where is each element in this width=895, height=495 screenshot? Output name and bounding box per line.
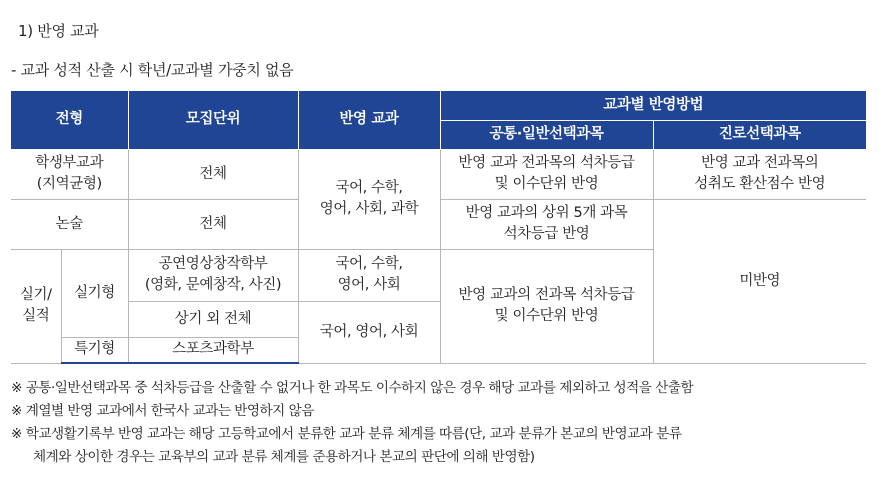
- cell-essay-type: 논술: [11, 199, 128, 249]
- header-unit: 모집단위: [128, 91, 298, 149]
- header-common: 공통·일반선택과목: [440, 120, 653, 149]
- header-career: 진로선택과목: [653, 120, 866, 149]
- cell-school-common: 반영 교과 전과목의 석차등급 및 이수단위 반영: [440, 149, 653, 199]
- header-type: 전형: [11, 91, 128, 149]
- cell-not-applied: 미반영: [653, 199, 866, 363]
- cell-school-unit: 전체: [128, 149, 298, 199]
- cell-essay-common: 반영 교과의 상위 5개 과목 석차등급 반영: [440, 199, 653, 249]
- section-title: 1) 반영 교과: [18, 22, 99, 40]
- cell-skill-subjects-1: 국어, 수학, 영어, 사회: [298, 249, 440, 301]
- cell-school-career: 반영 교과 전과목의 성취도 환산점수 반영: [653, 149, 866, 199]
- note-2: ※ 계열별 반영 교과에서 한국사 교과는 반영하지 않음: [11, 403, 314, 419]
- header-subjects: 반영 교과: [298, 91, 440, 149]
- cell-skill-unit-1: 공연영상창작학부 (영화, 문예창작, 사진): [128, 249, 298, 301]
- cell-school-type: 학생부교과 (지역균형): [11, 149, 128, 199]
- cell-practical-common: 반영 교과의 전과목 석차등급 및 이수단위 반영: [440, 249, 653, 363]
- cell-shared-subjects: 국어, 수학, 영어, 사회, 과학: [298, 149, 440, 249]
- cell-special-unit: 스포츠과학부: [128, 337, 298, 363]
- cell-essay-unit: 전체: [128, 199, 298, 249]
- subject-table: [11, 91, 866, 364]
- cell-skill-unit-2: 상기 외 전체: [128, 301, 298, 337]
- header-method: 교과별 반영방법: [440, 91, 866, 120]
- table-row-school: [11, 149, 866, 199]
- notes: [11, 377, 693, 469]
- header-row-1: [11, 91, 866, 120]
- note-1: ※ 공통·일반선택과목 중 석차등급을 산출할 수 없거나 한 과목도 이수하지 않은 경우 해당 교과를 제외하고 성적을 산출함: [11, 380, 694, 396]
- cell-practical: 실기/ 실적: [11, 249, 61, 363]
- cell-skill: 실기형: [61, 249, 128, 337]
- note-3-continued: 체계와 상이한 경우는 교육부의 교과 분류 체계를 준용하거나 본교의 판단에 의해 반영함): [33, 449, 535, 465]
- note-3: ※ 학교생활기록부 반영 교과는 해당 고등학교에서 분류한 교과 분류 체계를 따름(단, 교과 분류가 본교의 반영교과 분류: [11, 426, 682, 442]
- cell-special: 특기형: [61, 337, 128, 363]
- cell-skill-subjects-2: 국어, 영어, 사회: [298, 301, 440, 363]
- subtitle: - 교과 성적 산출 시 학년/교과별 가중치 없음: [11, 61, 294, 79]
